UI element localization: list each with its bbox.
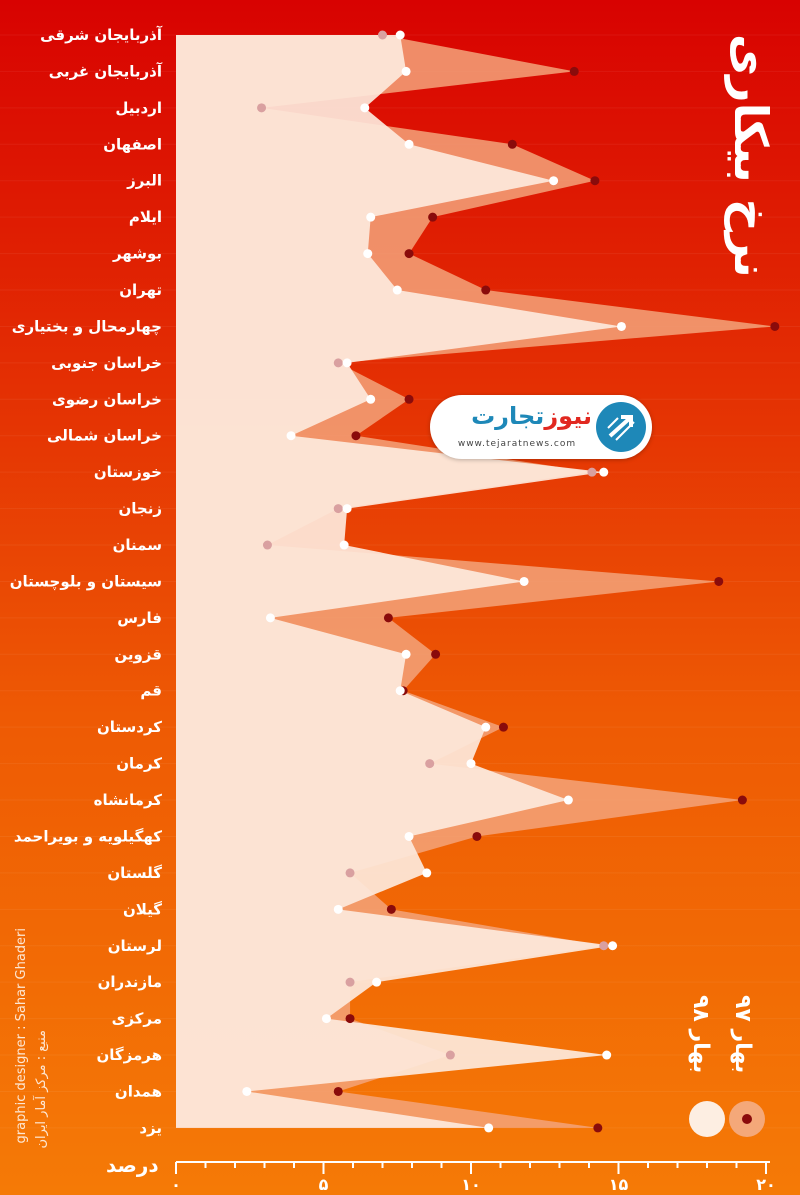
x-tick-label: ۲۰ <box>756 1175 776 1194</box>
series-98-point <box>467 759 476 768</box>
series-98-point <box>608 941 617 950</box>
series-97-point <box>378 31 387 40</box>
x-axis-unit: درصد <box>106 1153 159 1177</box>
category-label: کرمانشاه <box>93 791 162 810</box>
series-98-point <box>481 723 490 732</box>
category-label: همدان <box>114 1082 162 1101</box>
category-label: هرمزگان <box>96 1046 162 1065</box>
category-label: لرستان <box>107 936 162 955</box>
series-97-point <box>405 395 414 404</box>
series-98-point <box>520 577 529 586</box>
category-label: خراسان جنوبی <box>51 353 162 372</box>
series-98-point <box>340 541 349 550</box>
series-97-point <box>570 67 579 76</box>
category-label: ایلام <box>128 208 162 227</box>
logo-name-part1: تجارت <box>471 402 545 430</box>
series-97-point <box>257 103 266 112</box>
series-98-point <box>266 613 275 622</box>
series-98-point <box>366 213 375 222</box>
series-98-point <box>405 832 414 841</box>
series-97-point <box>425 759 434 768</box>
category-label: آذربایجان شرقی <box>40 26 162 44</box>
series-98-point <box>242 1087 251 1096</box>
series-98-point <box>363 249 372 258</box>
series-98-point <box>422 868 431 877</box>
series-97-point <box>334 358 343 367</box>
series-98-point <box>322 1014 331 1023</box>
series-98-point <box>617 322 626 331</box>
series-98-point <box>343 358 352 367</box>
category-label: اصفهان <box>103 135 162 154</box>
x-tick-label: ۱۵ <box>608 1175 629 1194</box>
series-97-point <box>738 796 747 805</box>
series-98-point <box>360 103 369 112</box>
category-label: بوشهر <box>112 244 162 263</box>
series-98-point <box>396 686 405 695</box>
series-97-point <box>351 431 360 440</box>
legend-marker-97-dot <box>742 1114 752 1124</box>
series-97-point <box>346 868 355 877</box>
series-98-point <box>372 978 381 987</box>
source-credit: منبع : مرکز آمار ایران <box>34 1030 49 1149</box>
series-97-point <box>599 941 608 950</box>
series-97-point <box>346 978 355 987</box>
series-97-point <box>590 176 599 185</box>
series-97-point <box>587 468 596 477</box>
category-label: خراسان رضوی <box>52 390 162 409</box>
category-label: چهارمحال و بختیاری <box>11 317 162 336</box>
series-97-point <box>472 832 481 841</box>
series-97-point <box>405 249 414 258</box>
category-label: کرمان <box>116 754 162 773</box>
arrow-chart-icon <box>596 402 646 452</box>
category-label: قم <box>140 681 162 700</box>
series-97-point <box>593 1123 602 1132</box>
series-98-point <box>405 140 414 149</box>
series-98-point <box>599 468 608 477</box>
series-97-point <box>481 286 490 295</box>
series-97-point <box>508 140 517 149</box>
x-tick-label: ۱۰ <box>461 1175 481 1194</box>
series-97-point <box>770 322 779 331</box>
series-98-point <box>484 1123 493 1132</box>
category-label: سیستان و بلوچستان <box>9 572 162 591</box>
series-98-point <box>602 1051 611 1060</box>
x-tick-label: ۵ <box>318 1175 329 1194</box>
series-98-point <box>402 67 411 76</box>
series-98-point <box>343 504 352 513</box>
chart-title: نرخ بیکاری <box>724 33 778 278</box>
series-97-point <box>431 650 440 659</box>
category-label: خراسان شمالی <box>47 426 162 445</box>
legend-label-98: بهار ۹۸ <box>688 995 713 1074</box>
category-label: گیلان <box>122 900 162 919</box>
category-label: خوزستان <box>93 463 162 482</box>
designer-credit: graphic designer : Sahar Ghaderi <box>14 928 29 1144</box>
series-97-point <box>387 905 396 914</box>
x-axis <box>171 1162 776 1194</box>
category-label: البرز <box>127 171 162 190</box>
category-label: زنجان <box>118 499 162 518</box>
category-label: مرکزی <box>111 1009 162 1028</box>
category-label: مازندران <box>97 973 162 992</box>
series-97-point <box>428 213 437 222</box>
series-98-point <box>393 286 402 295</box>
category-label: سمنان <box>112 536 162 555</box>
series-97-point <box>334 1087 343 1096</box>
brand-logo <box>430 395 652 459</box>
logo-name-part2: نیوز <box>544 402 592 430</box>
category-label: اردبیل <box>115 98 162 117</box>
category-label: فارس <box>117 608 162 627</box>
logo-name <box>442 402 592 430</box>
category-label: یزد <box>139 1118 162 1137</box>
series-98-point <box>549 176 558 185</box>
logo-url: www.tejaratnews.com <box>457 439 577 449</box>
category-label: تهران <box>119 281 162 300</box>
legend-label-97: بهار ۹۷ <box>730 995 755 1074</box>
category-label: آذربایجان غربی <box>48 62 162 81</box>
series-97-point <box>334 504 343 513</box>
legend-marker-98 <box>689 1101 725 1137</box>
series-98-point <box>564 796 573 805</box>
series-98-point <box>396 31 405 40</box>
series-97-point <box>446 1051 455 1060</box>
series-98-point <box>366 395 375 404</box>
category-labels <box>10 26 163 1137</box>
areas-layer <box>176 33 778 1128</box>
series-98-point <box>334 905 343 914</box>
x-tick-label: ۰ <box>171 1175 181 1194</box>
category-label: کهگیلویه و بویراحمد <box>13 827 162 846</box>
series-97-point <box>346 1014 355 1023</box>
category-label: گلستان <box>107 863 162 882</box>
category-label: قزوین <box>114 645 162 664</box>
category-label: کردستان <box>96 718 162 737</box>
series-97-point <box>263 541 272 550</box>
series-97-point <box>714 577 723 586</box>
series-98-point <box>402 650 411 659</box>
series-97-point <box>384 613 393 622</box>
series-98-point <box>287 431 296 440</box>
legend-markers <box>688 1100 768 1140</box>
series-97-point <box>499 723 508 732</box>
